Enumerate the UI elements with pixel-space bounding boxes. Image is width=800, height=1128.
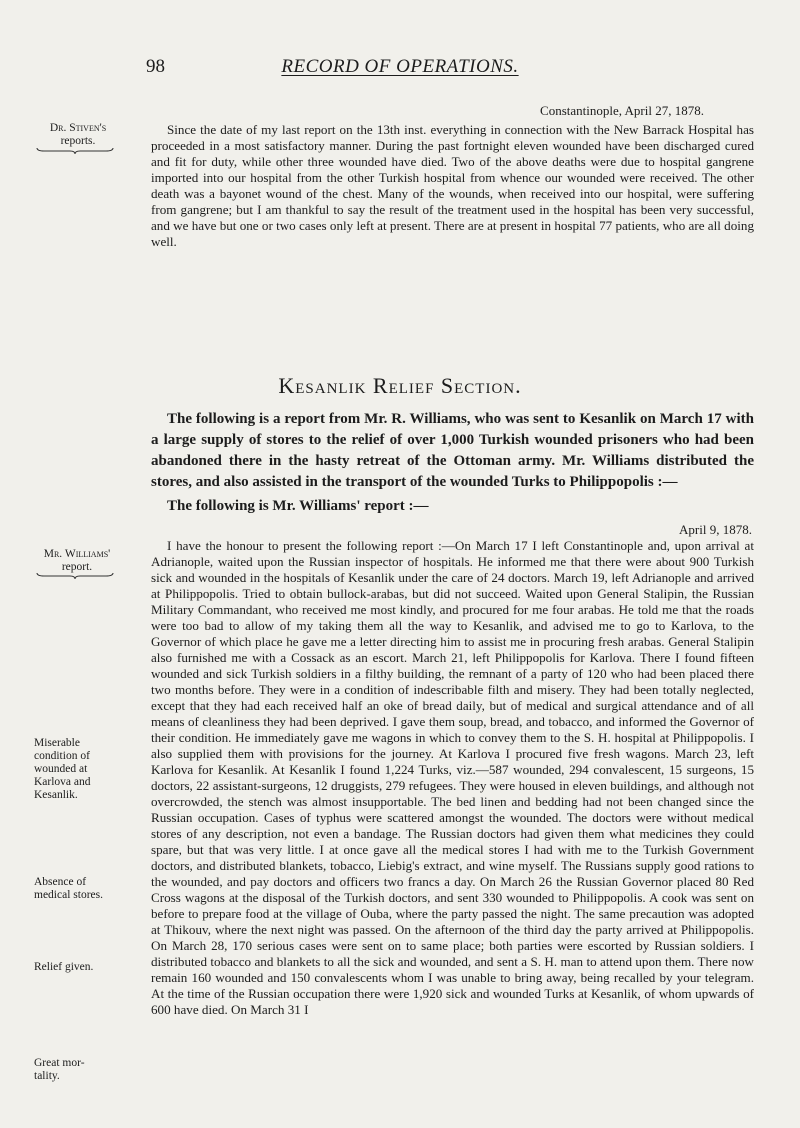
margin-note-absence: Absence of medical stores. bbox=[34, 876, 103, 901]
brace-williams bbox=[36, 572, 114, 579]
section-heading: Kesanlik Relief Section. bbox=[278, 373, 522, 398]
stiven-dateline: Constantinople, April 27, 1878. bbox=[540, 103, 704, 118]
williams-dateline: April 9, 1878. bbox=[679, 522, 752, 537]
section-intro-2: The following is Mr. Williams' report :— bbox=[167, 498, 429, 514]
sidenote-stiven-name: Dr. Stiven's bbox=[49, 122, 107, 134]
sidenote-williams-word: report. bbox=[61, 561, 93, 573]
sidenote-stiven-word: reports. bbox=[60, 135, 96, 147]
page-number: 98 bbox=[146, 56, 165, 77]
sidenote-williams-name: Mr. Williams' bbox=[43, 548, 111, 560]
sidenote-williams bbox=[34, 548, 120, 574]
section-intro: The following is a report from Mr. R. Williams, who was sent to Kesanlik on March 17 with a large supply of stores to the relief of over 1,000 Turkish wounded prisoners who had been abandoned there in the hasty retreat of the Ottoman army. Mr. Williams distributed the stores, and also assisted in the transport of the wounded Turks to Philippopolis :— bbox=[151, 411, 754, 490]
brace-stiven bbox=[36, 147, 114, 154]
margin-note-mortality: Great mor- tality. bbox=[34, 1057, 85, 1082]
running-head bbox=[0, 56, 800, 86]
williams-report-paragraph: I have the honour to present the following report :—On March 17 I left Constantinople and, upon arrival at Adrianople, waited upon the Russian inspector of hospitals. He informed me that there were about 900 Turkish sick and wounded in the hospitals of Kesanlik under the care of 24 doctors. March 19, left Adrianople and arrived at Philippopolis. Tried to obtain bullock-arabas, but did not succeed. Waited upon General Stalipin, the Russian Military Commandant, who received me most kindly, and procured for me four arabas. He told me that the roads were too bad to allow of my taking them all the way to Kesanlik, and advised me to go to Karlova, to the Governor of which place he gave me a letter directing him to assist me in procuring fresh arabas. General Stalipin also furnished me with a Cossack as an escort. March 21, left Philippopolis for Karlova. There I found fifteen wounded and sick Turkish soldiers in a filthy building, the remnant of a party of 120 who had been placed there two months before. They were in a condition of indescribable filth and misery. They had been totally neglected, except that they had each received half an oke of bread daily, but of medical and surgical attendance and of all means of cleanliness they had been deprived. I gave them soup, bread, and tobacco, and informed the Governor of their condition. He immediately gave me wagons in which to convey them to the S. H. hospital at Philippopolis. I also supplied them with provisions for the journey. At Karlova I procured five fresh wagons. March 23, left Karlova for Kesanlik. At Kesanlik I found 1,224 Turks, viz.—587 wounded, 294 convalescent, 15 surgeons, 15 doctors, 22 assistant-surgeons, 12 druggists, 279 refugees. They were housed in eleven buildings, and although not overcrowded, the stench was almost insupportable. The bed linen and bedding had not been changed since the Russian occupation. Cases of typhus were scattered amongst the wounded. The doctors were without medical stores of any description, not even a bandage. The Russian doctors had given them what medicines they could spare, but that was very little. I at once gave all the medical stores I had with me to the Turkish Government doctors, and distributed blankets, tobacco, Liebig's extract, and wine myself. The Russians supply good rations to the wounded, and pay doctors and officers two francs a day. On March 26 the Russian Governor placed 80 Red Cross wagons at the disposal of the Turkish doctors, and sent 330 wounded to Philippopolis. A cook was sent on before to prepare food at the village of Ouba, where the party passed the night. The same precaution was adopted at Thikouv, where the next night was passed. On the afternoon of the third day the party arrived at Philippopolis. On March 28, 170 serious cases were sent on to same place; both parties were escorted by Russian soldiers. I distributed tobacco and blankets to all the sick and wounded, and sent a S. H. man to attend upon them. There now remain 160 wounded and 150 convalescents whom I was unable to bring away, being recalled by your telegram. At the time of the Russian occupation there were 1,920 sick and wounded Turks at Kesanlik, of whom upwards of 600 have died. On March 31 I bbox=[151, 538, 754, 1017]
sidenote-stiven bbox=[38, 122, 118, 148]
margin-note-relief: Relief given. bbox=[34, 961, 94, 973]
margin-note-miserable: Miserable condition of wounded at Karlova and Kesanlik. bbox=[34, 737, 91, 801]
stiven-report-paragraph: Since the date of my last report on the 13th inst. everything in connection with the New Barrack Hospital has proceeded in a most satisfactory manner. During the past fortnight eleven wounded have been discharged cured and fit for duty, while other three wounded have died. Two of the above deaths were due to hospital gangrene imported into our hospital from the other Turkish hospital from whence our wounded were received. The other death was a bayonet wound of the chest. Many of the wounds, when received into our hospital, were suffering from gangrene; but I am thankful to say the result of the treatment used in the hospital has been very successful, and we have but one or two cases only left at present. There are at present in hospital 77 patients, who are all doing well. bbox=[151, 122, 754, 249]
running-title: RECORD OF OPERATIONS. bbox=[281, 56, 519, 77]
